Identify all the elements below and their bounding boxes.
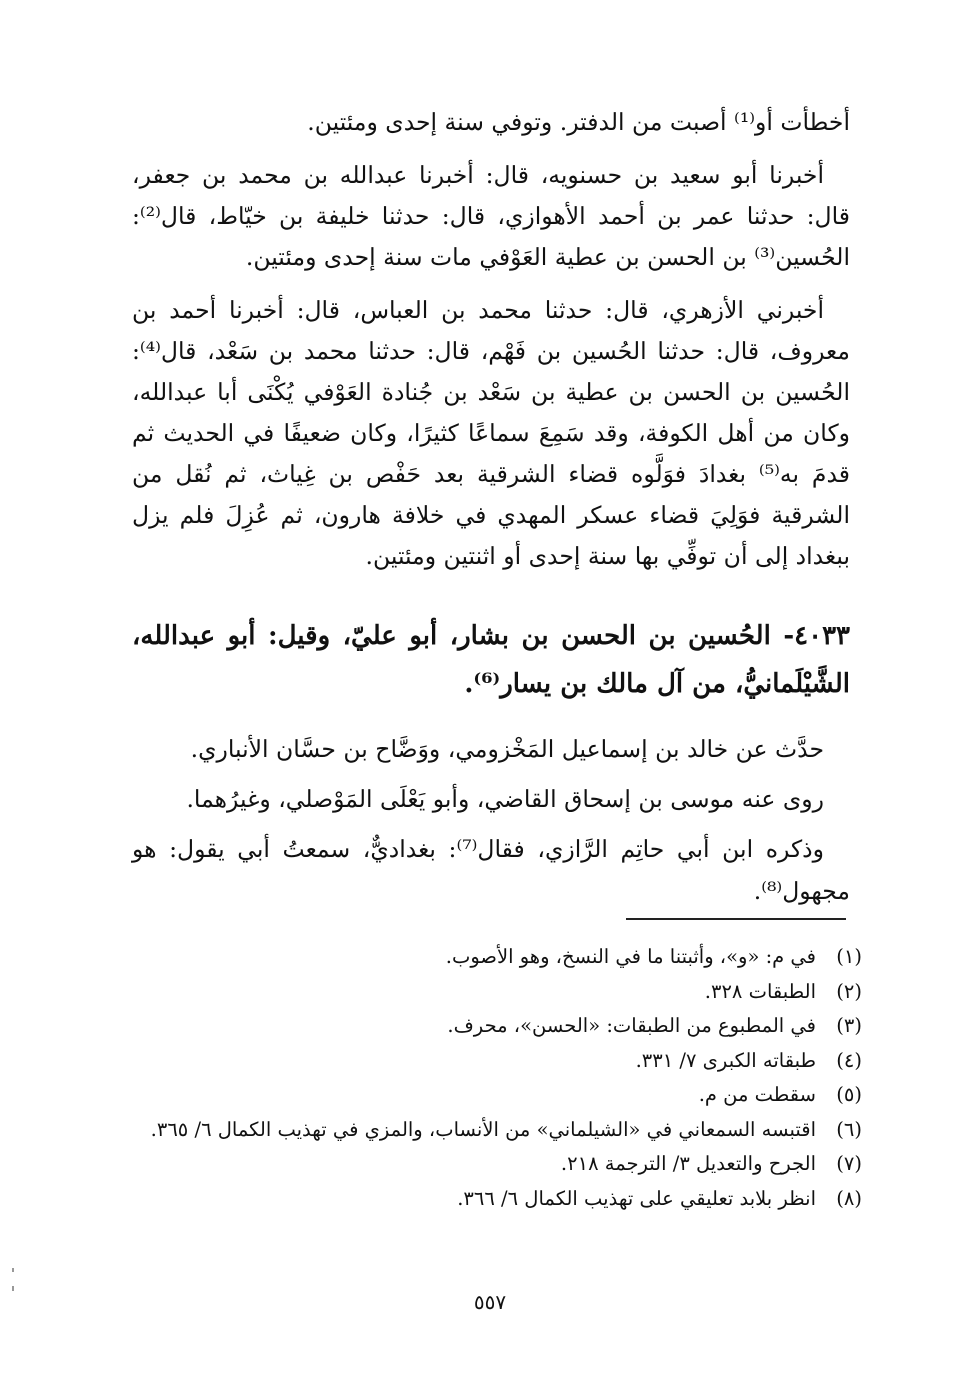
body-text-upper bbox=[132, 102, 850, 577]
footnote-item bbox=[122, 1147, 862, 1182]
footnote-item bbox=[122, 1009, 862, 1044]
footnote-number: (٥) bbox=[836, 1083, 862, 1106]
footnote-item bbox=[122, 1078, 862, 1113]
scan-speck bbox=[12, 1268, 14, 1272]
paragraph-khalifa-report: أخبرنا أبو سعيد بن حسنويه، قال: أخبرنا عبدالله بن محمد بن جعفر، قال: حدثنا عمر بن أحمد الأهوازي، قال: حدثنا خليفة بن خيّاط، قال⁽²⁾: الحُسين⁽³⁾ بن الحسن بن عطية العَوْفي مات سنة إحدى ومئتين. bbox=[132, 161, 850, 271]
footnote-number: (٣) bbox=[836, 1014, 862, 1037]
footnote-text: طبقاته الكبرى ٧/ ٣٣١. bbox=[635, 1048, 816, 1072]
footnote-text: اقتبسه السمعاني في «الشيلماني» من الأنساب، والمزي في تهذيب الكمال ٦/ ٣٦٥. bbox=[150, 1117, 816, 1141]
footnote-item bbox=[122, 1182, 862, 1217]
footnote-item bbox=[122, 940, 862, 975]
footnote-item bbox=[122, 975, 862, 1010]
footnote-number: (١) bbox=[836, 945, 862, 968]
scan-speck bbox=[12, 1286, 14, 1291]
footnote-item bbox=[122, 1113, 862, 1148]
footnote-text: الجرح والتعديل ٣/ الترجمة ٢١٨. bbox=[560, 1152, 816, 1175]
footnote-text: سقطت من م. bbox=[698, 1083, 816, 1106]
footnotes bbox=[122, 940, 862, 1216]
entry-heading: ٤٠٣٣- الحُسين بن الحسن بن بشار، أبو عليّ، وقيل: أبو عبدالله، الشَّيْلَمانيُّ، من آل مالك بن يسار⁽⁶⁾. bbox=[132, 621, 850, 699]
footnote-number: (٧) bbox=[836, 1152, 862, 1175]
paragraph-narrated-by: روى عنه موسى بن إسحاق القاضي، وأبو يَعْلَى المَوْصلي، وغيرُهما. bbox=[186, 785, 824, 813]
footnote-number: (٨) bbox=[836, 1186, 862, 1210]
footnote-number: (٤) bbox=[836, 1048, 862, 1072]
paragraph-ibn-sad-report: أخبرني الأزهري، قال: حدثنا محمد بن العباس، قال: أخبرنا أحمد بن معروف، قال: حدثنا الحُسين بن فَهْم، قال: حدثنا محمد بن سَعْد، قال⁽⁴⁾: الحُسين بن الحسن بن عطية بن سَعْد بن جُنادة العَوْفي يُكْنَى أبا عبدالله، وكان من أهل الكوفة، وقد سَمِعَ سماعًا كثيرًا، وكان ضعيفًا في الحديث ثم قدمَ به⁽⁵⁾ بغدادَ فوَلَّوه قضاء الشرقية بعد حَفْص بن غِياث، ثم نُقل من الشرقية فوَلِيَ قضاء عسكر المهدي في خلافة هارون، ثم عُزِلَ فلم يزل ببغداد إلى أن توفِّي بها سنة إحدى أو اثنتين ومئتين. bbox=[132, 296, 851, 570]
body-text-entry bbox=[132, 728, 850, 912]
paragraph-continuation: أخطأت أو⁽¹⁾ أصبت من الدفتر. وتوفي سنة إحدى ومئتين. bbox=[307, 108, 850, 136]
footnote-number: (٢) bbox=[836, 979, 862, 1003]
footnote-separator bbox=[626, 918, 846, 920]
footnote-text: انظر بلابد تعليقي على تهذيب الكمال ٦/ ٣٦٦. bbox=[457, 1186, 816, 1210]
footnote-text: الطبقات ٣٢٨. bbox=[704, 979, 816, 1003]
footnote-text: في م: «و»، وأثبتنا ما في النسخ، وهو الأصوب. bbox=[445, 945, 816, 968]
paragraph-narrated-from: حدَّث عن خالد بن إسماعيل المَخْزومي، ووَضَّاح بن حسَّان الأنباري. bbox=[190, 735, 824, 763]
footnote-number: (٦) bbox=[836, 1117, 862, 1141]
footnote-text: في المطبوع من الطبقات: «الحسن»، محرف. bbox=[447, 1014, 816, 1037]
page-number: ٥٥٧ bbox=[473, 1290, 507, 1314]
paragraph-abu-hatim: وذكره ابن أبي حاتِم الرَّازي، فقال⁽⁷⁾: بغداديٌّ، سمعتُ أبي يقول: هو مجهول⁽⁸⁾. bbox=[132, 835, 850, 905]
footnote-item bbox=[122, 1044, 862, 1079]
